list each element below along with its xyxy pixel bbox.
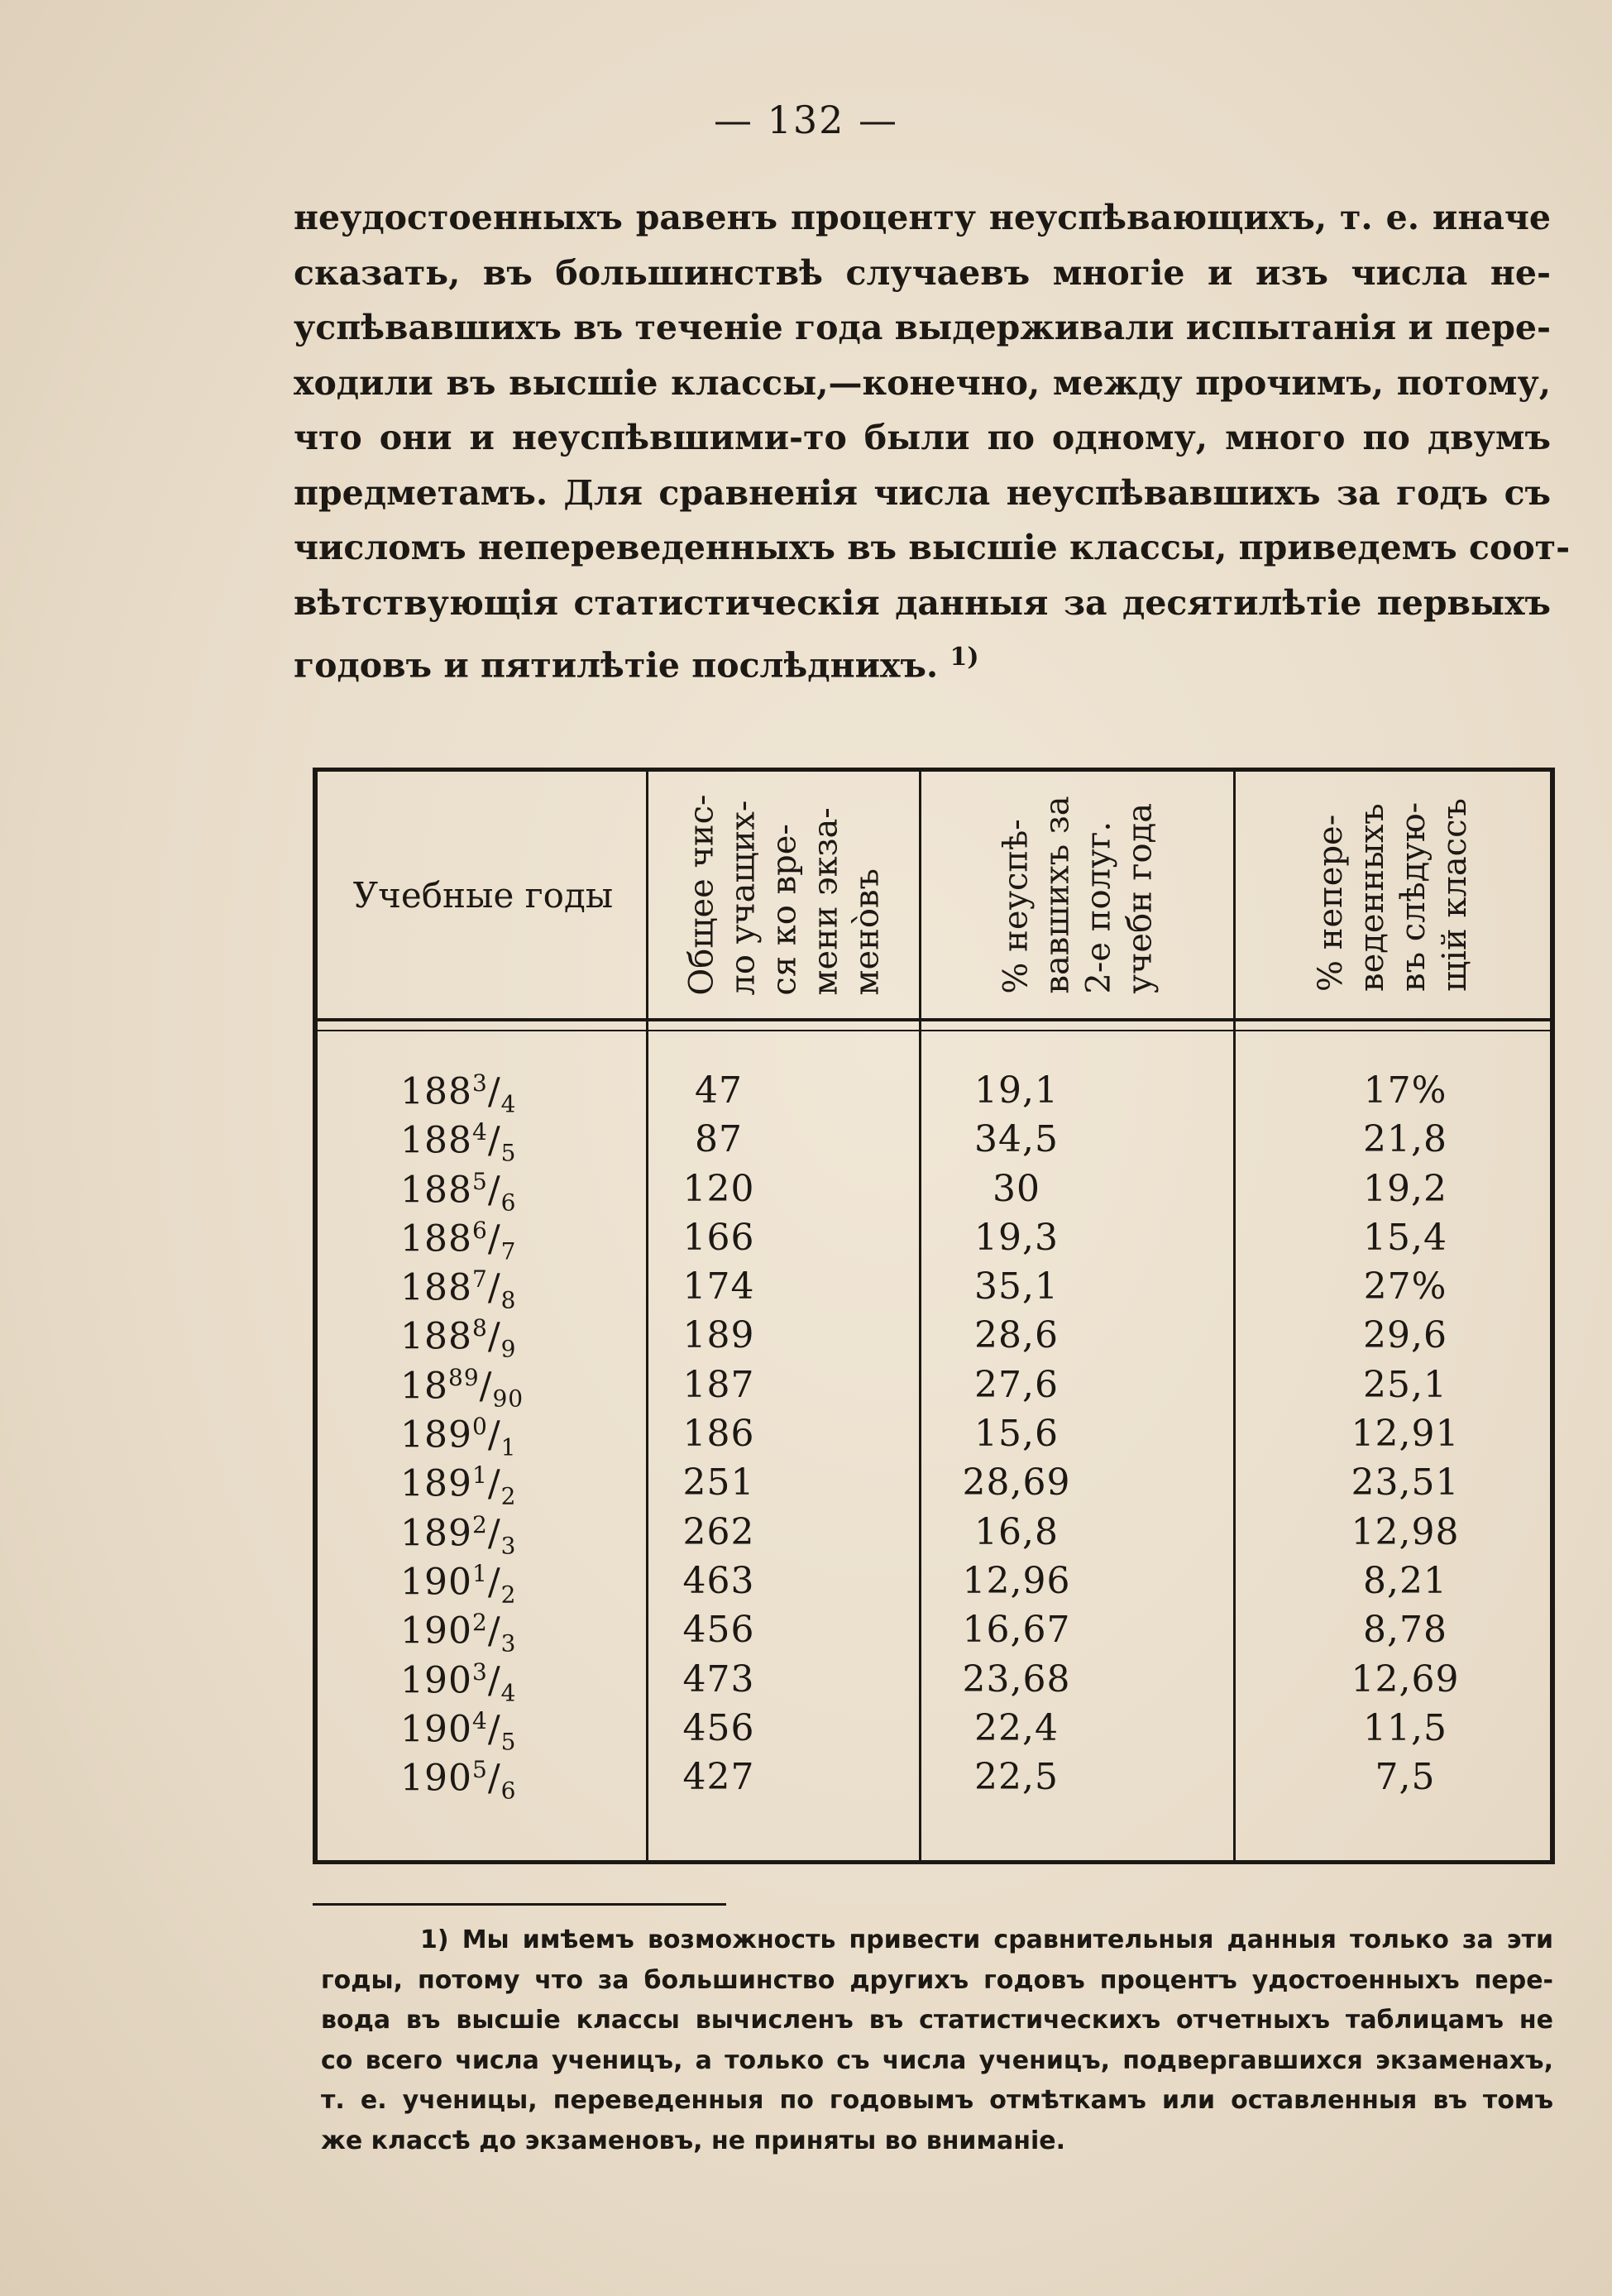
- cell-fail-percent: 19,1: [974, 1069, 1059, 1112]
- table-row: [318, 1265, 1550, 1314]
- cell-total: 189: [682, 1314, 755, 1357]
- footnote-line: годы, потому что за большинство другихъ годовъ процентъ удостоенныхъ пере-: [321, 1965, 1553, 1995]
- cell-year: $188^5/_6$: [400, 1167, 517, 1217]
- year-denominator: 4: [500, 1090, 517, 1118]
- cell-fail-percent: 12,96: [962, 1559, 1071, 1602]
- year-base: 189: [400, 1413, 472, 1457]
- table-row: [318, 1560, 1550, 1609]
- body-line: вѣтствующія статистическія данныя за десятилѣтіе первыхъ: [294, 582, 1551, 623]
- cell-fail-percent: 16,67: [962, 1609, 1071, 1652]
- cell-kept-percent: 21,8: [1363, 1118, 1447, 1161]
- table-row: [318, 1118, 1550, 1167]
- cell-total: 174: [682, 1265, 755, 1308]
- cell-fail-percent: 30: [993, 1167, 1040, 1210]
- year-denominator: 3: [500, 1629, 517, 1657]
- year-numerator: 4: [471, 1706, 488, 1734]
- year-base: 189: [400, 1512, 472, 1555]
- year-base: 188: [400, 1266, 472, 1309]
- cell-kept-percent: 27%: [1363, 1265, 1447, 1308]
- year-base: 188: [400, 1316, 472, 1359]
- cell-year: $190^1/_2$: [400, 1559, 517, 1609]
- header-fail-line: вавшихъ за: [1039, 796, 1077, 994]
- cell-kept-percent: 7,5: [1375, 1756, 1436, 1799]
- cell-year: $18^{89}/_{90}$: [400, 1363, 524, 1413]
- table-row: [318, 1756, 1550, 1805]
- cell-year: $190^3/_4$: [400, 1657, 517, 1707]
- year-base: 188: [400, 1217, 472, 1260]
- body-line: сказать, въ большинствѣ случаевъ многіе и изъ числа не-: [294, 252, 1551, 293]
- cell-total: 427: [682, 1756, 755, 1799]
- year-numerator: 3: [471, 1069, 488, 1097]
- header-kept: [1236, 772, 1550, 1018]
- cell-kept-percent: 23,51: [1351, 1461, 1460, 1504]
- header-total-line: Общее чис-: [683, 794, 721, 996]
- year-denominator: 7: [500, 1237, 517, 1265]
- body-line: неудостоенныхъ равенъ проценту неуспѣвающихъ, т. е. иначе: [294, 198, 1551, 237]
- statistics-table: [313, 768, 1555, 1864]
- cell-fail-percent: 23,68: [962, 1657, 1071, 1700]
- table-row: [318, 1069, 1550, 1118]
- table-body: [318, 1069, 1550, 1805]
- cell-total: 262: [682, 1510, 755, 1553]
- header-kept-line: щій классъ: [1436, 798, 1474, 992]
- cell-fail-percent: 28,69: [962, 1461, 1071, 1504]
- cell-kept-percent: 19,2: [1363, 1167, 1447, 1210]
- body-line: что они и неуспѣвшими-то были по одному, много по двумъ: [294, 418, 1551, 457]
- table-row: [318, 1461, 1550, 1510]
- header-fail-line: 2-е полуг.: [1080, 820, 1118, 994]
- year-numerator: 4: [471, 1118, 488, 1146]
- year-base: 18: [400, 1365, 448, 1408]
- header-years: [318, 772, 648, 1018]
- cell-fail-percent: 16,8: [974, 1510, 1059, 1553]
- footnote-line: со всего числа ученицъ, а только съ числа ученицъ, подвергавшихся экзаменахъ,: [321, 2045, 1553, 2075]
- year-numerator: 89: [448, 1363, 480, 1391]
- footnote-line: т. е. ученицы, переведенныя по годовымъ отмѣткамъ или оставленныя въ томъ: [321, 2086, 1553, 2115]
- table-row: [318, 1413, 1550, 1461]
- body-line-last: [294, 630, 1551, 693]
- cell-kept-percent: 8,78: [1363, 1609, 1447, 1652]
- page-number: — 132 —: [713, 98, 899, 142]
- year-denominator: 6: [500, 1777, 517, 1805]
- year-numerator: 2: [471, 1510, 488, 1538]
- year-denominator: 3: [500, 1532, 517, 1560]
- header-fail-line: % неуспѣ-: [997, 819, 1036, 994]
- cell-total: 463: [682, 1559, 755, 1602]
- cell-total: 47: [695, 1069, 743, 1112]
- cell-year: $188^6/_7$: [400, 1216, 517, 1265]
- header-kept-text: [1310, 798, 1476, 992]
- header-years-label: Учебные годы: [352, 874, 614, 916]
- cell-kept-percent: 17%: [1363, 1069, 1447, 1112]
- body-line: предметамъ. Для сравненія числа неуспѣвавшихъ за годъ съ: [294, 472, 1551, 513]
- footnote-rule: [313, 1903, 726, 1906]
- header-kept-line: въ слѣдую-: [1394, 801, 1433, 992]
- cell-year: $188^4/_5$: [400, 1118, 517, 1167]
- year-numerator: 2: [471, 1609, 488, 1637]
- body-paragraph: [294, 190, 1571, 693]
- cell-total: 456: [682, 1609, 755, 1652]
- year-denominator: 5: [500, 1728, 517, 1756]
- cell-kept-percent: 25,1: [1363, 1363, 1447, 1406]
- header-kept-line: % неперe-: [1312, 814, 1350, 992]
- table-row: [318, 1217, 1550, 1265]
- year-denominator: 5: [500, 1139, 517, 1167]
- cell-fail-percent: 22,4: [974, 1706, 1059, 1749]
- cell-fail-percent: 22,5: [974, 1756, 1059, 1799]
- cell-total: 120: [682, 1167, 755, 1210]
- cell-fail-percent: 34,5: [974, 1118, 1059, 1161]
- footnote-line: вода въ высшіе классы вычисленъ въ статистическихъ отчетныхъ таблицамъ не: [321, 2006, 1553, 2035]
- footnote-line: же классѣ до экзаменовъ, не приняты во вниманіе.: [321, 2126, 1065, 2155]
- footnote-reference: 1): [950, 643, 979, 672]
- table-row: [318, 1314, 1550, 1363]
- cell-total: 251: [682, 1461, 755, 1504]
- header-total-line: ло учащих-: [725, 800, 763, 996]
- year-numerator: 6: [471, 1216, 488, 1244]
- cell-kept-percent: 29,6: [1363, 1314, 1447, 1357]
- header-fail-text: [996, 796, 1161, 993]
- year-base: 188: [400, 1169, 472, 1212]
- year-denominator: 1: [500, 1433, 517, 1461]
- cell-year: $189^2/_3$: [400, 1510, 517, 1560]
- table-row: [318, 1707, 1550, 1756]
- cell-kept-percent: 12,98: [1351, 1510, 1460, 1553]
- year-numerator: 0: [471, 1413, 488, 1441]
- cell-year: $188^7/_8$: [400, 1265, 517, 1314]
- year-denominator: 90: [492, 1385, 524, 1413]
- year-numerator: 7: [471, 1265, 488, 1294]
- year-denominator: 4: [500, 1679, 517, 1707]
- cell-fail-percent: 35,1: [974, 1265, 1059, 1308]
- header-total-line: мени экза-: [807, 807, 845, 996]
- year-numerator: 1: [471, 1461, 488, 1490]
- year-numerator: 3: [471, 1657, 488, 1686]
- header-total-line: мено̀въ: [849, 868, 887, 996]
- year-base: 190: [400, 1610, 472, 1653]
- header-fail: [921, 772, 1236, 1018]
- cell-year: $190^5/_6$: [400, 1756, 517, 1805]
- cell-kept-percent: 15,4: [1363, 1216, 1447, 1259]
- header-total-text: [682, 794, 888, 995]
- cell-total: 166: [682, 1216, 755, 1259]
- year-denominator: 2: [500, 1581, 517, 1609]
- cell-fail-percent: 19,3: [974, 1216, 1059, 1259]
- header-separator: [318, 1018, 1550, 1031]
- cell-fail-percent: 27,6: [974, 1363, 1059, 1406]
- cell-year: $189^0/_1$: [400, 1413, 517, 1461]
- cell-year: $190^4/_5$: [400, 1706, 517, 1756]
- cell-year: $190^2/_3$: [400, 1609, 517, 1657]
- table-row: [318, 1609, 1550, 1657]
- year-numerator: 8: [471, 1314, 488, 1342]
- table-row: [318, 1364, 1550, 1413]
- year-numerator: 1: [471, 1559, 488, 1587]
- header-kept-line: веденныхъ: [1353, 803, 1391, 992]
- year-base: 189: [400, 1463, 472, 1506]
- cell-kept-percent: 12,69: [1351, 1657, 1460, 1700]
- cell-kept-percent: 11,5: [1363, 1706, 1447, 1749]
- header-total: [648, 772, 921, 1018]
- cell-fail-percent: 15,6: [974, 1413, 1059, 1456]
- cell-year: $188^3/_4$: [400, 1069, 517, 1118]
- cell-total: 87: [695, 1118, 743, 1161]
- table-row: [318, 1658, 1550, 1707]
- cell-total: 473: [682, 1657, 755, 1700]
- table-row: [318, 1511, 1550, 1560]
- cell-year: $188^8/_9$: [400, 1314, 517, 1363]
- year-base: 190: [400, 1757, 472, 1800]
- cell-fail-percent: 28,6: [974, 1314, 1059, 1357]
- year-base: 190: [400, 1659, 472, 1702]
- year-base: 190: [400, 1708, 472, 1751]
- table-row: [318, 1168, 1550, 1217]
- footnote-line: 1) Мы имѣемъ возможность привести сравнительныя данныя только за эти: [420, 1925, 1553, 1954]
- cell-total: 456: [682, 1706, 755, 1749]
- year-denominator: 6: [500, 1189, 517, 1217]
- body-line-text: годовъ и пятилѣтіе послѣднихъ.: [294, 645, 939, 686]
- header-total-line: ся ко вре-: [766, 824, 804, 996]
- cell-total: 187: [682, 1363, 755, 1406]
- body-line: ходили въ высшіе классы,—конечно, между прочимъ, потому,: [294, 362, 1551, 403]
- year-denominator: 2: [500, 1482, 517, 1510]
- year-numerator: 5: [471, 1167, 488, 1195]
- body-line: успѣвавшихъ въ теченіе года выдерживали испытанія и пере-: [294, 308, 1551, 347]
- cell-kept-percent: 12,91: [1351, 1413, 1460, 1456]
- year-numerator: 5: [471, 1756, 488, 1784]
- year-denominator: 9: [500, 1335, 517, 1363]
- header-fail-line: учебн года: [1122, 802, 1160, 994]
- body-line: числомъ непереведенныхъ въ высшіе классы, приведемъ соот-: [294, 528, 1571, 567]
- cell-kept-percent: 8,21: [1363, 1559, 1447, 1602]
- year-base: 188: [400, 1119, 472, 1162]
- footnote: [321, 1921, 1553, 2161]
- cell-total: 186: [682, 1413, 755, 1456]
- year-denominator: 8: [500, 1286, 517, 1314]
- year-base: 188: [400, 1070, 472, 1113]
- cell-year: $189^1/_2$: [400, 1461, 517, 1510]
- year-base: 190: [400, 1561, 472, 1604]
